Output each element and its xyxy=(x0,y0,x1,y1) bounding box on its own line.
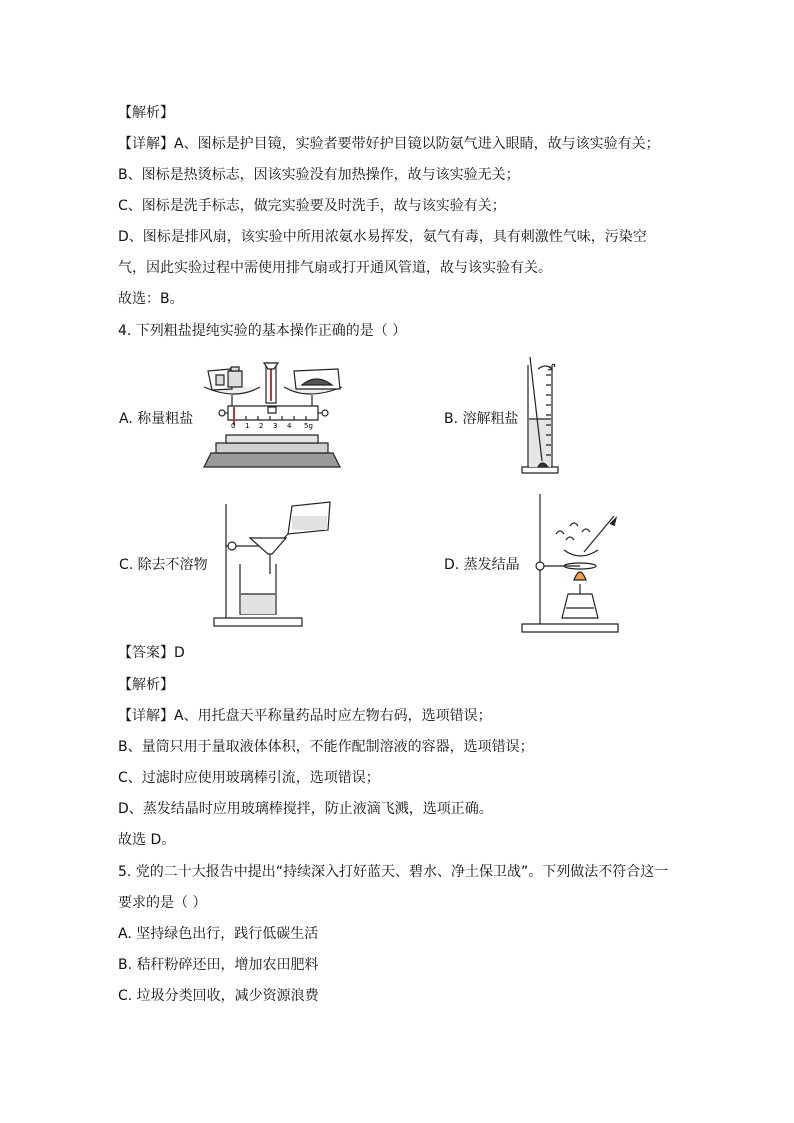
answer-line: 【答案】D xyxy=(118,645,185,661)
explanation-line: D、图标是排风扇，该实验中所用浓氨水易挥发，氨气有毒，具有刺激性气味，污染空 xyxy=(118,229,647,245)
balance-scale-label: 0 xyxy=(231,422,236,430)
question-stem: 5. 党的二十大报告中提出“持续深入打好蓝天、碧水、净土保卫战”。下列做法不符合这一 xyxy=(118,864,669,880)
balance-scale-label: 4 xyxy=(287,422,292,430)
balance-scale-figure xyxy=(198,357,346,472)
option-line: C. 垃圾分类回收，减少资源浪费 xyxy=(118,988,319,1004)
explanation-line: C、图标是洗手标志，做完实验要及时洗手，故与该实验有关； xyxy=(118,198,506,214)
question-stem: 要求的是（ ） xyxy=(118,895,207,911)
choice-line: 故选 D。 xyxy=(118,832,176,848)
balance-scale-label: 1 xyxy=(245,422,250,430)
question-stem: 4. 下列粗盐提纯实验的基本操作正确的是（ ） xyxy=(118,323,407,339)
option-b-label: B. 溶解粗盐 xyxy=(444,411,519,427)
option-a-label: A. 称量粗盐 xyxy=(119,411,194,427)
balance-scale-label: 3 xyxy=(273,422,278,430)
choice-line: 故选：B。 xyxy=(118,291,184,307)
explanation-line: C、过滤时应使用玻璃棒引流，选项错误； xyxy=(118,770,380,786)
explanation-line: 【详解】A、图标是护目镜，实验者要带好护目镜以防氨气进入眼睛，故与该实验有关； xyxy=(118,136,660,152)
option-line: A. 坚持绿色出行，践行低碳生活 xyxy=(118,926,319,942)
graduated-cylinder-figure xyxy=(518,355,568,477)
explanation-line: 气，因此实验过程中需使用排气扇或打开通风管道，故与该实验有关。 xyxy=(118,260,552,276)
option-c-label: C. 除去不溶物 xyxy=(119,557,208,573)
explanation-line: 【详解】A、用托盘天平称量药品时应左物右码，选项错误； xyxy=(118,708,492,724)
filtration-figure xyxy=(210,490,338,630)
explanation-line: B、量筒只用于量取液体体积，不能作配制溶液的容器，选项错误； xyxy=(118,739,534,755)
explanation-line: B、图标是热烫标志，因该实验没有加热操作，故与该实验无关； xyxy=(118,167,520,183)
analysis-heading: 【解析】 xyxy=(118,677,174,693)
analysis-heading: 【解析】 xyxy=(118,105,174,121)
evaporation-figure xyxy=(518,490,624,634)
option-d-label: D. 蒸发结晶 xyxy=(444,557,520,573)
option-line: B. 秸秆粉碎还田，增加农田肥料 xyxy=(118,957,319,973)
balance-scale-label: 2 xyxy=(259,422,264,430)
balance-scale-label: 5g xyxy=(304,422,313,430)
explanation-line: D、蒸发结晶时应用玻璃棒搅拌，防止液滴飞溅，选项正确。 xyxy=(118,801,493,817)
